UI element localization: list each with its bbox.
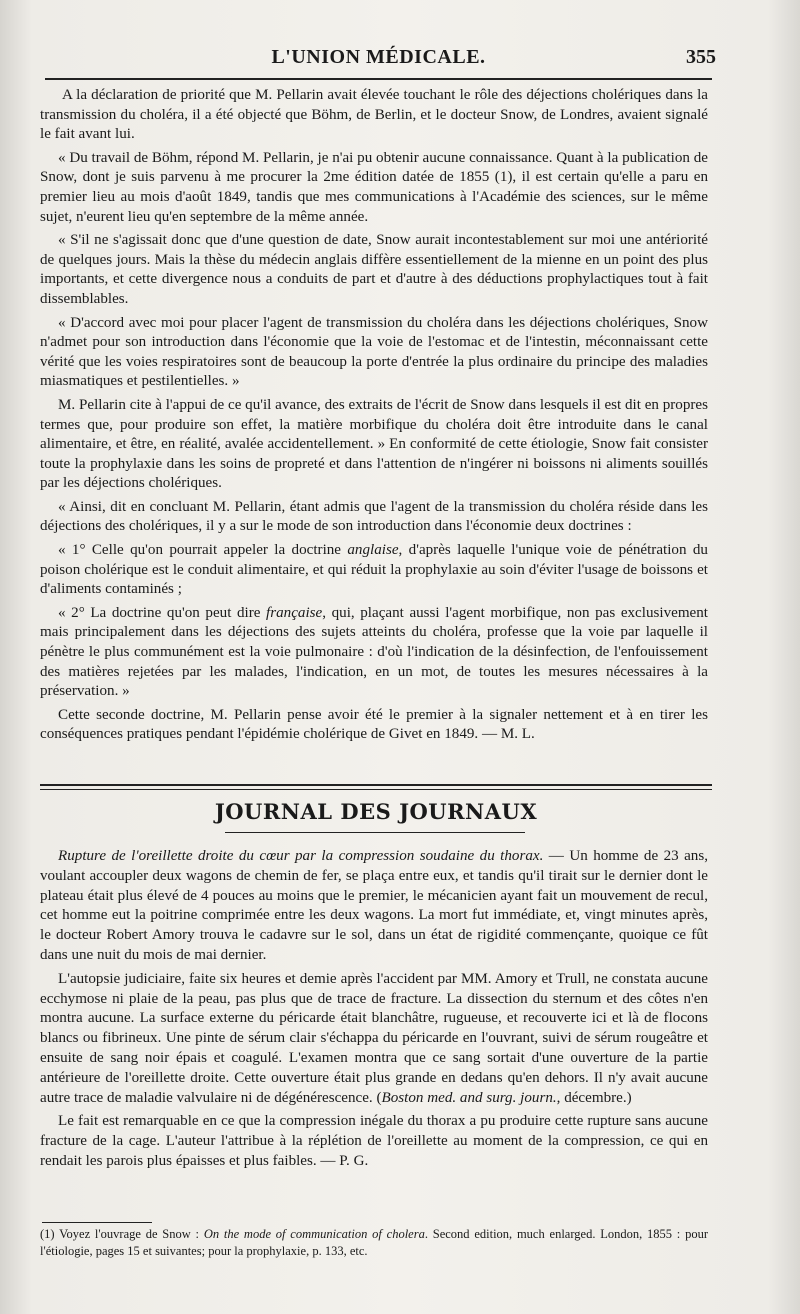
text-run: « 1° Celle qu'on pourrait appeler la doctrine — [58, 542, 348, 559]
paragraph — [40, 970, 708, 1109]
journal-citation: Boston med. and surg. journ. — [381, 1089, 557, 1106]
italic-term: anglaise — [347, 542, 399, 559]
text-run: , qui, plaçant aussi l'agent morbifique, non pas exclusivement mais principalement dans les déjections des sujets atteints du choléra, professe que la voie par laquelle il pénètre le plus communément est la voie pulmonaire : d'où l'indication de la désinfection, de l'enfouissement des matières rejetées par les malades, l'indication, en un mot, de toutes les mesures nécessaires à la préservation. » — [40, 604, 708, 700]
book-title: On the mode of communication of cholera — [203, 1227, 425, 1241]
paragraph: « D'accord avec moi pour placer l'agent de transmission du choléra dans les déjections cholériques, Snow n'admet pour son introduction dans l'économie que la voie de l'estomac et de l'intestin, méconnaissant cette vérité que les voies respiratoires sont de beaucoup la porte d'entrée la plus ordinaire du principe des maladies miasmatiques et pestilentielles. » — [40, 314, 708, 390]
section-rule — [40, 784, 712, 786]
italic-term: française — [266, 604, 323, 621]
article-pellarin — [40, 86, 708, 749]
article-title: Rupture de l'oreillette droite du cœur par la compression soudaine du thorax. — [58, 848, 544, 864]
paragraph: A la déclaration de priorité que M. Pellarin avait élevée touchant le rôle des déjections cholériques dans la transmission du choléra, il a été objecté que Böhm, de Berlin, et le docteur Snow, de Londres, avaient signalé le fait avant lui. — [40, 87, 708, 143]
paragraph — [40, 847, 708, 966]
text-run: , d'après laquelle l'unique voie de pénétration du poison cholérique est le conduit alimentaire, et qui réduit la prophylaxie au soin d'éviter l'usage de boissons et d'aliments contaminés ; — [40, 542, 708, 598]
section-title: JOURNAL DES JOURNAUX — [214, 799, 538, 824]
paragraph — [40, 604, 708, 702]
title-underline — [225, 832, 525, 833]
page-header — [45, 44, 716, 72]
paragraph: « Ainsi, dit en concluant M. Pellarin, étant admis que l'agent de la transmission du choléra réside dans les déjections des cholériques, il y a sur le mode de son introduction dans l'économie deux doctrines : — [40, 498, 708, 535]
footnote-rule — [42, 1222, 152, 1223]
paragraph: « Du travail de Böhm, répond M. Pellarin, je n'ai pu obtenir aucune connaissance. Quant à la publication de Snow, dont je suis parvenu à me procurer la 2me édition datée de 1855 (1), il est certain qu'elle a paru en premier lieu au mois d'août 1849, tandis que mes communications à l'Académie des sciences, sur le même sujet, n'eurent lieu qu'en septembre de la même année. — [40, 149, 708, 225]
header-rule — [45, 78, 712, 80]
text-run: , décembre.) — [556, 1089, 632, 1106]
paragraph: Le fait est remarquable en ce que la compression inégale du thorax a pu produire cette rupture sans aucune fracture de la cage. L'auteur l'attribue à la réplétion de l'oreillette au moment de la compression, ce qui en rendait les parois plus épaisses et plus faibles. — P. G. — [40, 1113, 708, 1169]
text-run: — Un homme de 23 ans, voulant accoupler deux wagons de chemin de fer, se plaça entre eux, et tandis qu'il tirait sur le dernier dont le plateau était plus élevé de 4 pouces au moins que le premier, le mécanicien ayant fait un mouvement de recul, cet homme eut la poitrine comprimée entre les deux wagons. La mort fut immédiate, et, vingt minutes après, le docteur Robert Amory trouva le cadavre sur le sol, dans un état de rigidité commençante, quoique ce fût dans une nuit du mois de mai dernier. — [40, 848, 708, 963]
section-rule — [40, 789, 712, 790]
text-run: « 2° La doctrine qu'on peut dire — [58, 604, 267, 621]
text-run: (1) Voyez l'ouvrage de Snow : — [40, 1227, 204, 1241]
article-rupture — [40, 847, 708, 1176]
page-number: 355 — [686, 46, 716, 68]
running-title: L'UNION MÉDICALE. — [271, 46, 486, 68]
text-run: L'autopsie judiciaire, faite six heures et demie après l'accident par MM. Amory et Trull, ne constata aucune ecchymose ni plaie de la peau, pas plus que de trace de fracture. La dissection du sternum et des côtes n'en montra aucune. La surface externe du péricarde était blanchâtre, rugueuse, et recouverte ici et là de flocons blancs ou fibrineux. Une pinte de sérum clair s'échappa du péricarde en l'ouvrant, suivi de sérum rougeâtre et ensuite de sang noir épais et coagulé. L'examen montra que ce sang sortait d'une ouverture de la partie antérieure de l'oreillette droite. Cette ouverture était plus grande en dedans qu'en dehors. Il n'y avait aucune autre trace de maladie valvulaire ni de dégénérescence. ( — [40, 970, 708, 1106]
footnote — [40, 1226, 708, 1260]
paragraph: Cette seconde doctrine, M. Pellarin pense avoir été le premier à la signaler nettement et à en tirer les conséquences pratiques pendant l'épidémie cholérique de Givet en 1849. — M. L. — [40, 706, 708, 743]
paragraph: « S'il ne s'agissait donc que d'une question de date, Snow aurait incontestablement sur moi une antériorité de quelques jours. Mais la thèse du médecin anglais diffère essentiellement de la mienne en un point des plus importants, et cette divergence nous a conduits de part et d'autre à des déductions prophylactiques tout à fait dissemblables. — [40, 232, 708, 307]
paragraph: M. Pellarin cite à l'appui de ce qu'il avance, des extraits de l'écrit de Snow dans lesquels il est dit en propres termes que, pour produire son effet, la matière morbifique du choléra doit être introduite dans le canal alimentaire, et être, en réalité, avalée accidentellement. » En conformité de cette étiologie, Snow fait consister toute la prophylaxie dans les soins de propreté et dans l'attention de n'ingérer ni boissons ni aliments souillés par les déjections cholériques. — [40, 396, 708, 492]
text-run: . Second edition, much enlarged. London, 1855 : pour l'étiologie, pages 15 et suivantes; pour la prophylaxie, p. 133, etc. — [40, 1227, 708, 1258]
paragraph — [40, 541, 708, 600]
